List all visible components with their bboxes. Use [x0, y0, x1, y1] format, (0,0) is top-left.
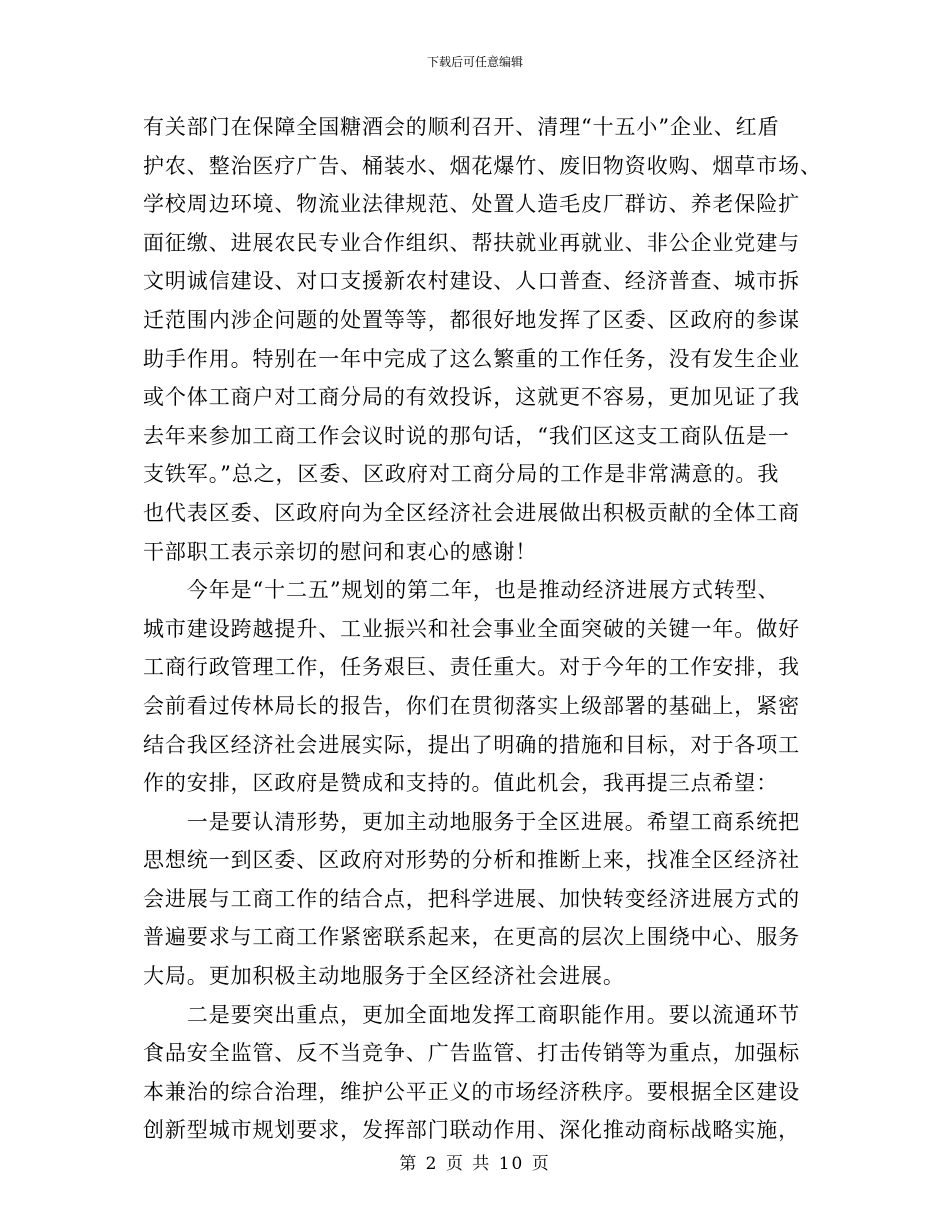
body-line: 大局。更加积极主动地服务于全区经济社会进展。	[143, 964, 625, 989]
body-line: 创新型城市规划要求，发挥部门联动作用、深化推动商标战略实施，	[143, 1118, 800, 1143]
body-line: 文明诚信建设、对口支援新农村建设、人口普查、经济普查、城市拆	[143, 269, 800, 294]
body-line: 思想统一到区委、区政府对形势的分析和推断上来，找准全区经济社	[143, 848, 800, 873]
body-line: 也代表区委、区政府向为全区经济社会进展做出积极贡献的全体工商	[143, 500, 800, 525]
body-line: 本兼治的综合治理，维护公平正义的市场经济秩序。要根据全区建设	[143, 1079, 800, 1104]
body-line: 一是要认清形势，更加主动地服务于全区进展。希望工商系统把	[143, 809, 800, 834]
body-line: 迁范围内涉企问题的处置等等，都很好地发挥了区委、区政府的参谋	[143, 307, 800, 332]
body-line: 去年来参加工商工作会议时说的那句话，“我们区这支工商队伍是一	[143, 423, 790, 448]
body-line: 护农、整治医疗广告、桶装水、烟花爆竹、废旧物资收购、烟草市场、	[143, 153, 822, 178]
body-line: 二是要突出重点，更加全面地发挥工商职能作用。要以流通环节	[143, 1002, 800, 1027]
body-line: 普遍要求与工商工作紧密联系起来，在更高的层次上围绕中心、服务	[143, 925, 800, 950]
body-line: 会进展与工商工作的结合点，把科学进展、加快转变经济进展方式的	[143, 886, 800, 911]
body-line: 有关部门在保障全国糖酒会的顺利召开、清理“十五小”企业、红盾	[143, 115, 780, 139]
body-line: 支铁军。”总之，区委、区政府对工商分局的工作是非常满意的。我	[143, 462, 780, 487]
body-line: 城市建设跨越提升、工业振兴和社会事业全面突破的关键一年。做好	[143, 616, 800, 641]
body-line: 今年是“十二五”规划的第二年，也是推动经济进展方式转型、	[143, 578, 780, 603]
body-line: 助手作用。特别在一年中完成了这么繁重的工作任务，没有发生企业	[143, 346, 800, 371]
body-line: 会前看过传林局长的报告，你们在贯彻落实上级部署的基础上，紧密	[143, 693, 800, 718]
body-line: 学校周边环境、物流业法律规范、处置人造毛皮厂群访、养老保险扩	[143, 192, 800, 217]
body-line: 作的安排，区政府是赞成和支持的。值此机会，我再提三点希望：	[143, 771, 779, 796]
page-number-footer: 第 2 页 共 10 页	[399, 1154, 551, 1174]
body-line: 结合我区经济社会进展实际，提出了明确的措施和目标，对于各项工	[143, 732, 800, 757]
page-header-note: 下载后可任意编辑	[426, 55, 523, 69]
body-line: 工商行政管理工作，任务艰巨、责任重大。对于今年的工作安排，我	[143, 655, 800, 680]
document-body	[143, 108, 822, 1150]
body-line: 面征缴、进展农民专业合作组织、帮扶就业再就业、非公企业党建与	[143, 230, 800, 255]
body-line: 干部职工表示亲切的慰问和衷心的感谢！	[143, 539, 538, 564]
body-line: 或个体工商户对工商分局的有效投诉，这就更不容易，更加见证了我	[143, 385, 800, 410]
body-line: 食品安全监管、反不当竞争、广告监管、打击传销等为重点，加强标	[143, 1041, 800, 1066]
